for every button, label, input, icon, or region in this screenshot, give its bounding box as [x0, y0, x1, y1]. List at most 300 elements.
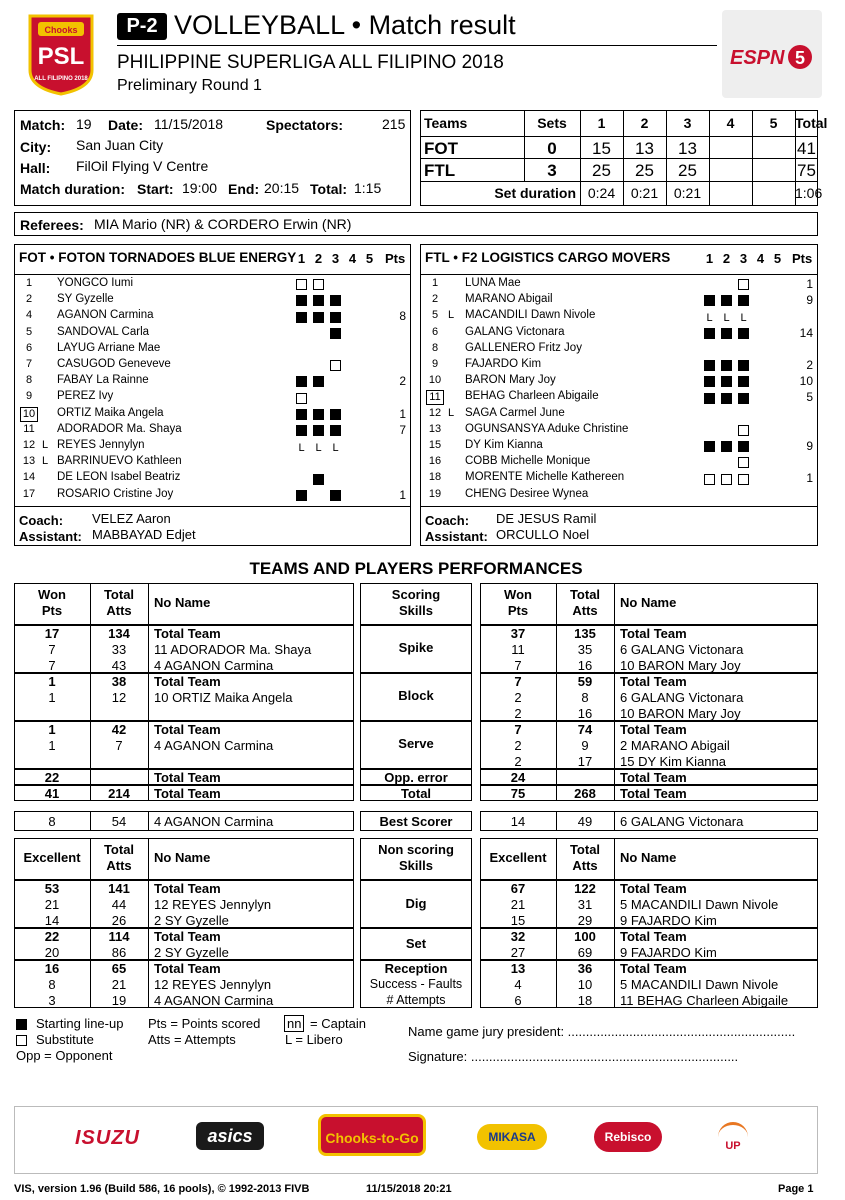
- starting-mark: [296, 312, 307, 323]
- player-name: MORENTE Michelle Kathereen: [465, 471, 625, 484]
- atts-value: 9: [581, 738, 589, 753]
- starting-mark: [738, 393, 749, 404]
- team-b-coach-label: Coach:: [425, 513, 470, 528]
- won-value: 4: [514, 977, 522, 992]
- starting-mark: [296, 295, 307, 306]
- atts-value: 100: [574, 929, 596, 944]
- set-header: 3: [331, 251, 340, 266]
- substitute-mark: [296, 393, 307, 404]
- col-line: [148, 721, 149, 769]
- won-value: 7: [48, 642, 56, 657]
- end-time: 20:15: [264, 180, 300, 196]
- set-header: 2: [314, 251, 323, 266]
- skill-label: Set: [405, 936, 427, 951]
- starting-mark: [330, 409, 341, 420]
- player-name: LAYUG Arriane Mae: [57, 341, 161, 354]
- score-team: FTL: [424, 161, 456, 180]
- starting-mark: [738, 376, 749, 387]
- score-team: FOT: [424, 139, 458, 158]
- set-header: 5: [365, 251, 374, 266]
- player-number: 16: [428, 455, 442, 468]
- col-line: [556, 769, 557, 785]
- footer-page: Page 1: [778, 1183, 814, 1195]
- player-points: 10: [799, 374, 813, 389]
- player-number: 10: [428, 374, 442, 387]
- team-a-assistant-label: Assistant:: [19, 529, 82, 544]
- score-header: Sets: [537, 115, 567, 131]
- score-header: Total: [795, 115, 828, 131]
- atts-value: 141: [108, 881, 130, 896]
- col-line: [614, 785, 615, 801]
- player-points: 14: [799, 325, 813, 340]
- svg-text:5: 5: [794, 48, 806, 68]
- atts-value: 134: [108, 626, 130, 641]
- player-name: 12 REYES Jennylyn: [154, 897, 272, 912]
- score-header: 4: [726, 115, 735, 131]
- player-points: 8: [399, 309, 406, 324]
- col-line: [614, 673, 615, 721]
- player-name: 6 GALANG Victonara: [620, 814, 744, 829]
- score-header: 5: [769, 115, 778, 131]
- substitute-mark: [330, 360, 341, 371]
- set-marks: [704, 409, 789, 420]
- starting-mark: [721, 376, 732, 387]
- best-scorer-label: Best Scorer: [379, 814, 453, 829]
- player-name: GALLENERO Fritz Joy: [465, 341, 582, 354]
- player-name: ORTIZ Maika Angela: [57, 406, 164, 419]
- libero-mark: L: [740, 312, 747, 325]
- player-number: 11: [426, 390, 444, 405]
- libero-mark: L: [315, 442, 322, 454]
- starting-mark: [721, 393, 732, 404]
- won-value: 53: [44, 881, 60, 896]
- referees-label: Referees:: [20, 217, 84, 233]
- team-a-coach-divider: [14, 506, 411, 507]
- substitute-mark: [738, 425, 749, 436]
- player-name: Total Team: [620, 674, 687, 689]
- won-value: 20: [44, 945, 60, 960]
- skill-label: Opp. error: [384, 770, 448, 785]
- starting-mark: [313, 376, 324, 387]
- player-name: SANDOVAL Carla: [57, 325, 150, 338]
- starting-mark: [296, 490, 307, 501]
- set-duration-label: Set duration: [494, 185, 576, 201]
- title-divider: [117, 45, 717, 46]
- player-name: 11 ADORADOR Ma. Shaya: [154, 642, 312, 657]
- signature-line: Signature: ..........................................................................: [408, 1049, 739, 1064]
- starting-mark: [296, 425, 307, 436]
- player-name: 12 REYES Jennylyn: [154, 977, 272, 992]
- won-value: 7: [514, 722, 522, 737]
- player-name: 2 SY Gyzelle: [154, 945, 229, 960]
- header-label: Pts: [507, 603, 529, 618]
- team-b-pts-header: Pts: [792, 251, 813, 266]
- player-points: 9: [806, 293, 813, 308]
- espn5-logo: [722, 10, 822, 98]
- atts-value: 43: [111, 658, 127, 673]
- score-value: 0: [547, 139, 557, 158]
- starting-mark: [313, 409, 324, 420]
- player-points: 1: [399, 487, 406, 502]
- header-label: Total: [103, 842, 135, 857]
- player-name: 5 MACANDILI Dawn Nivole: [620, 977, 779, 992]
- score-value: 25: [635, 161, 654, 180]
- total-label: Total:: [310, 181, 348, 197]
- player-name: BARON Mary Joy: [465, 374, 556, 387]
- col-line: [148, 625, 149, 673]
- header-label: Total: [569, 842, 601, 857]
- won-value: 14: [44, 913, 60, 928]
- col-line: [148, 811, 149, 831]
- start-time: 19:00: [182, 180, 218, 196]
- skill-header-label: Scoring: [391, 587, 441, 602]
- score-value: 13: [635, 139, 654, 158]
- player-name: ADORADOR Ma. Shaya: [57, 422, 182, 435]
- starting-mark: [721, 360, 732, 371]
- player-number: 1: [25, 277, 33, 289]
- starting-mark: [313, 295, 324, 306]
- substitute-swatch: [16, 1035, 27, 1046]
- player-number: 10: [20, 407, 38, 422]
- footer-timestamp: 11/15/2018 20:21: [366, 1183, 452, 1195]
- player-name: MARANO Abigail: [465, 293, 553, 306]
- starting-mark: [738, 360, 749, 371]
- player-name: Total Team: [154, 786, 221, 801]
- player-number: 1: [431, 277, 439, 289]
- team-a-coach: VELEZ Aaron: [92, 511, 171, 526]
- player-number: 6: [431, 325, 439, 338]
- starting-mark: [330, 312, 341, 323]
- atts-value: 59: [577, 674, 593, 689]
- set-marks: [296, 344, 381, 355]
- substitute-mark: [738, 474, 749, 485]
- col-line: [148, 928, 149, 960]
- player-name: YONGCO Iumi: [57, 277, 134, 289]
- atts-value: 8: [581, 690, 589, 705]
- atts-value: 49: [577, 814, 593, 829]
- player-name: DY Kim Kianna: [465, 439, 543, 451]
- substitute-mark: [313, 279, 324, 290]
- up-logo: UP: [718, 1122, 748, 1152]
- starting-mark: [313, 474, 324, 485]
- match-date: 11/15/2018: [154, 116, 224, 132]
- libero-tag: L: [448, 309, 455, 322]
- player-number: 2: [25, 293, 33, 306]
- starting-lineup-swatch: [16, 1019, 27, 1030]
- player-number: 5: [431, 309, 439, 322]
- player-name: Total Team: [620, 929, 687, 944]
- col-line: [614, 880, 615, 928]
- starting-mark: [704, 441, 715, 452]
- set-header: 1: [705, 251, 714, 266]
- atts-value: 135: [574, 626, 596, 641]
- starting-mark: [330, 295, 341, 306]
- player-number: 6: [25, 341, 33, 354]
- player-name: 9 FAJARDO Kim: [620, 945, 717, 960]
- won-value: 24: [510, 770, 526, 785]
- atts-value: 268: [574, 786, 596, 801]
- team-a-header-divider: [14, 274, 411, 275]
- atts-value: 12: [111, 690, 127, 705]
- set-duration: 0:24: [587, 185, 616, 201]
- player-name: Total Team: [620, 786, 687, 801]
- atts-value: 29: [577, 913, 593, 928]
- player-name: Total Team: [620, 770, 687, 785]
- team-b-header-divider: [420, 274, 818, 275]
- atts-value: 18: [577, 993, 593, 1008]
- spectators-label: Spectators:: [266, 117, 344, 133]
- player-name: PEREZ Ivy: [57, 390, 114, 403]
- city: San Juan City: [76, 137, 164, 153]
- player-points: 2: [806, 358, 813, 372]
- won-value: 2: [514, 706, 522, 721]
- skill-header-label: Non scoring: [378, 842, 454, 857]
- skill-label: Block: [398, 688, 434, 703]
- col-line: [614, 811, 615, 831]
- starting-mark: [721, 441, 732, 452]
- footer-version: VIS, version 1.96 (Build 586, 16 pools), © 1992-2013 FIVB: [14, 1183, 310, 1195]
- set-marks: [704, 311, 789, 324]
- player-number: 14: [22, 471, 36, 484]
- player-name: AGANON Carmina: [57, 309, 154, 322]
- starting-mark: [313, 425, 324, 436]
- won-value: 16: [44, 961, 60, 976]
- won-value: 3: [48, 993, 56, 1008]
- starting-mark: [704, 328, 715, 339]
- libero-mark: L: [332, 442, 339, 454]
- player-name: COBB Michelle Monique: [465, 455, 591, 468]
- document-code-badge: P-2: [117, 13, 167, 40]
- team-b-assistant: ORCULLO Noel: [496, 527, 590, 542]
- referees-names: MIA Mario (NR) & CORDERO Erwin (NR): [94, 216, 352, 232]
- set-marks: [296, 392, 381, 403]
- won-value: 7: [514, 674, 522, 689]
- player-name: Total Team: [154, 881, 221, 896]
- player-name: SY Gyzelle: [57, 293, 114, 306]
- end-label: End:: [228, 181, 260, 197]
- score-header: Teams: [424, 115, 468, 131]
- legend-substitute: Substitute: [36, 1032, 94, 1047]
- header-label: Excellent: [489, 850, 547, 865]
- header-label: Total: [103, 587, 135, 602]
- team-b-coach-divider: [420, 506, 818, 507]
- starting-mark: [704, 295, 715, 306]
- atts-value: 21: [111, 977, 127, 992]
- score-header: 3: [683, 115, 692, 131]
- score-header: 1: [597, 115, 606, 131]
- player-name: SAGA Carmel June: [465, 406, 565, 419]
- won-value: 67: [510, 881, 526, 896]
- won-value: 75: [510, 786, 526, 801]
- score-grid: [420, 110, 828, 206]
- player-number: 12: [428, 406, 442, 419]
- libero-mark: L: [706, 312, 713, 325]
- hall: FilOil Flying V Centre: [76, 158, 209, 174]
- player-name: DE LEON Isabel Beatriz: [57, 471, 181, 484]
- set-marks: [296, 441, 381, 454]
- set-header: 4: [756, 251, 765, 266]
- won-value: 15: [510, 913, 526, 928]
- won-value: 6: [514, 993, 522, 1008]
- team-b-assistant-label: Assistant:: [425, 529, 488, 544]
- score-value: 3: [547, 161, 557, 180]
- substitute-mark: [296, 279, 307, 290]
- won-value: 11: [511, 642, 525, 657]
- player-points: 1: [806, 471, 813, 486]
- atts-value: 19: [111, 993, 127, 1008]
- atts-value: 7: [115, 738, 123, 753]
- player-number: 9: [25, 390, 33, 403]
- player-name: 11 BEHAG Charleen Abigaile: [620, 993, 789, 1008]
- substitute-mark: [704, 474, 715, 485]
- player-points: 5: [806, 390, 813, 405]
- atts-value: 214: [108, 786, 130, 801]
- set-marks: [296, 279, 381, 290]
- header-label: Won: [38, 587, 66, 602]
- starting-mark: [704, 376, 715, 387]
- skill-sublabel: # Attempts: [386, 993, 446, 1007]
- player-number: 4: [25, 309, 33, 322]
- skill-header-label: Skills: [399, 858, 433, 873]
- player-number: 8: [25, 374, 33, 387]
- score-value: 15: [592, 139, 611, 158]
- atts-value: 31: [577, 897, 593, 912]
- starting-mark: [330, 328, 341, 339]
- set-duration: 0:21: [630, 185, 659, 201]
- player-name: 2 MARANO Abigail: [620, 738, 730, 753]
- libero-tag: L: [42, 455, 49, 468]
- starting-mark: [721, 295, 732, 306]
- set-marks: [704, 490, 789, 501]
- header-label: Won: [504, 587, 532, 602]
- set-marks: [296, 295, 381, 306]
- player-name: 4 AGANON Carmina: [154, 738, 274, 753]
- won-value: 32: [510, 929, 526, 944]
- player-name: Total Team: [620, 626, 687, 641]
- col-line: [148, 838, 149, 880]
- player-name: 5 MACANDILI Dawn Nivole: [620, 897, 779, 912]
- player-name: 9 FAJARDO Kim: [620, 913, 717, 928]
- player-name: Total Team: [154, 961, 221, 976]
- libero-tag: L: [42, 439, 49, 451]
- duration-total: 1:06: [795, 185, 823, 201]
- won-value: 8: [48, 814, 56, 829]
- player-name: 10 ORTIZ Maika Angela: [154, 690, 293, 705]
- won-value: 2: [514, 754, 522, 769]
- player-name: Total Team: [154, 626, 221, 641]
- set-header: 2: [722, 251, 731, 266]
- col-line: [148, 583, 149, 625]
- atts-value: 16: [577, 658, 593, 673]
- set-marks: [296, 328, 381, 339]
- player-name: Total Team: [620, 722, 687, 737]
- legend-captain-box: nn: [284, 1015, 304, 1032]
- col-line: [614, 960, 615, 1008]
- chooks-to-go-logo: Chooks-to-Go: [318, 1114, 426, 1156]
- player-number: 2: [431, 293, 439, 306]
- won-value: 21: [510, 897, 526, 912]
- page-title: VOLLEYBALL • Match result: [174, 10, 516, 40]
- player-number: 17: [22, 487, 36, 500]
- team-a-pts-header: Pts: [385, 251, 406, 266]
- header-label: No Name: [154, 595, 211, 610]
- header-label: Excellent: [23, 850, 81, 865]
- won-value: 8: [48, 977, 56, 992]
- score-value: 25: [592, 161, 611, 180]
- asics-logo: asics: [196, 1122, 264, 1150]
- won-value: 1: [48, 690, 56, 705]
- legend-atts: Atts = Attempts: [148, 1032, 236, 1047]
- player-number: 13: [428, 422, 442, 435]
- player-name: Total Team: [154, 770, 221, 785]
- player-name: 10 BARON Mary Joy: [620, 706, 741, 721]
- player-number: 7: [25, 358, 33, 370]
- header-label: Pts: [41, 603, 63, 618]
- player-number: 18: [428, 471, 442, 484]
- atts-value: 38: [111, 674, 127, 689]
- won-value: 7: [48, 658, 56, 673]
- header-label: Atts: [572, 858, 598, 873]
- psl-logo: [22, 12, 100, 96]
- skill-label: Spike: [398, 640, 434, 655]
- player-points: 1: [399, 406, 406, 421]
- won-value: 2: [514, 690, 522, 705]
- atts-value: 33: [111, 642, 127, 657]
- won-value: 27: [510, 945, 526, 960]
- atts-value: 74: [577, 722, 593, 737]
- set-marks: [704, 425, 789, 436]
- won-value: 17: [44, 626, 60, 641]
- match-label: Match:: [20, 117, 66, 133]
- player-name: Total Team: [620, 881, 687, 896]
- atts-value: 122: [574, 881, 596, 896]
- set-header: 3: [739, 251, 748, 266]
- rebisco-logo: Rebisco: [594, 1122, 662, 1152]
- col-line: [614, 838, 615, 880]
- player-number: 13: [22, 455, 36, 468]
- score-header: 2: [640, 115, 649, 131]
- player-name: OGUNSANSYA Aduke Christine: [465, 422, 629, 435]
- team-a-coach-label: Coach:: [19, 513, 64, 528]
- starting-mark: [330, 490, 341, 501]
- legend-opponent: Opp = Opponent: [16, 1048, 113, 1063]
- player-name: CHENG Desiree Wynea: [465, 487, 589, 500]
- duration-label: Match duration:: [20, 181, 125, 197]
- won-value: 13: [510, 961, 526, 976]
- header-label: No Name: [620, 595, 677, 610]
- player-name: 15 DY Kim Kianna: [620, 754, 726, 769]
- player-name: 4 AGANON Carmina: [154, 658, 274, 673]
- atts-value: 16: [577, 706, 593, 721]
- score-value: 13: [678, 139, 697, 158]
- player-number: 8: [431, 341, 439, 354]
- atts-value: 69: [577, 945, 593, 960]
- start-label: Start:: [137, 181, 174, 197]
- header-label: Atts: [106, 603, 132, 618]
- won-value: 41: [44, 786, 60, 801]
- isuzu-logo: ISUZU: [75, 1127, 140, 1149]
- atts-value: 36: [577, 961, 593, 976]
- won-value: 1: [48, 722, 56, 737]
- player-name: FAJARDO Kim: [465, 358, 542, 370]
- header-label: Atts: [106, 858, 132, 873]
- player-name: ROSARIO Cristine Joy: [57, 487, 174, 500]
- atts-value: 54: [111, 814, 127, 829]
- starting-mark: [296, 409, 307, 420]
- svg-text:ESPN: ESPN: [730, 47, 785, 69]
- player-name: LUNA Mae: [465, 277, 521, 289]
- score-value: 75: [797, 161, 816, 180]
